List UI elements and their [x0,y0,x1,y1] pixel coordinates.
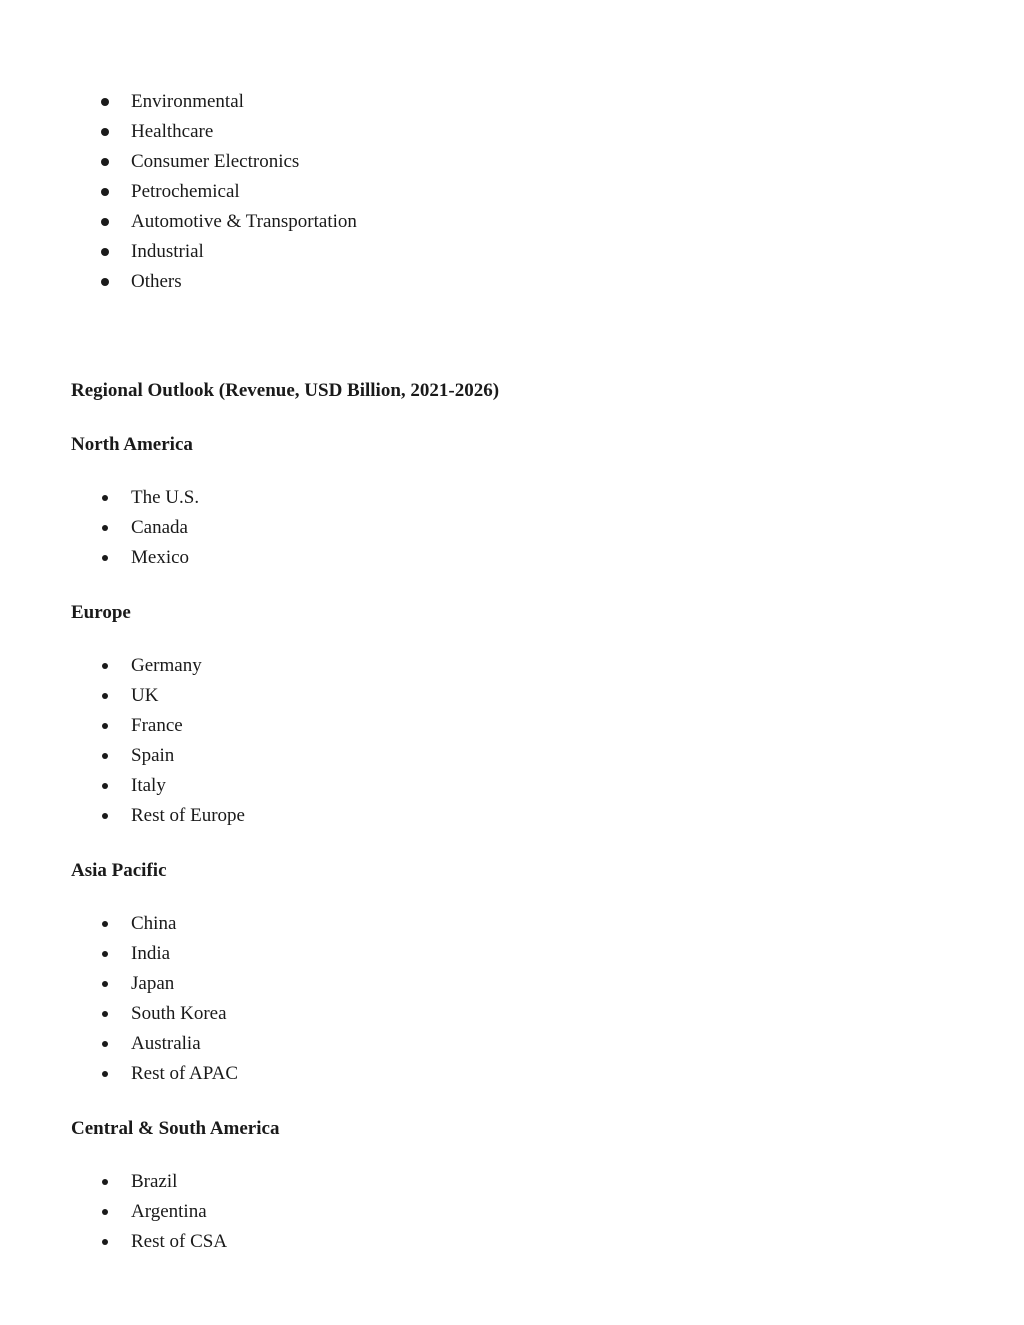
list-item [0,87,357,117]
list-item [0,177,357,207]
list-item [0,711,245,741]
bullet-icon [101,188,109,196]
list-item-label: Rest of CSA [131,1231,228,1252]
bullet-icon [102,495,108,501]
list-item-label: Environmental [131,91,244,112]
list-item [0,969,238,999]
region-heading-north-america: North America [71,434,193,455]
bullet-icon [102,753,108,759]
bullet-icon [102,663,108,669]
list-item-label: India [131,943,171,964]
list-item-label: Healthcare [131,121,214,142]
bullet-icon [101,218,109,226]
bullet-icon [102,921,108,927]
bullet-icon [101,98,109,106]
list-item-label: Italy [131,775,166,796]
region-list-central-south-america [0,1167,227,1257]
list-item-label: The U.S. [131,487,200,508]
list-item-label: France [131,715,183,736]
list-item [0,939,238,969]
bullet-icon [102,693,108,699]
bullet-icon [102,1239,108,1245]
list-item [0,801,245,831]
bullet-icon [102,1041,108,1047]
list-item [0,543,199,573]
bullet-icon [102,783,108,789]
bullet-icon [102,555,108,561]
bullet-icon [102,1071,108,1077]
list-item-label: Mexico [131,547,190,568]
list-item-label: Automotive & Transportation [131,211,357,232]
bullet-icon [102,1011,108,1017]
region-heading-central-south-america: Central & South America [71,1118,280,1139]
list-item-label: Rest of Europe [131,805,245,826]
list-item-label: Canada [131,517,188,538]
list-item [0,681,245,711]
list-item-label: China [131,913,177,934]
list-item-label: Spain [131,745,175,766]
list-item [0,771,245,801]
list-item-label: Brazil [131,1171,178,1192]
list-item [0,651,245,681]
list-item-label: Australia [131,1033,201,1054]
list-item [0,1029,238,1059]
list-item [0,207,357,237]
bullet-icon [101,128,109,136]
bullet-icon [101,248,109,256]
list-item [0,237,357,267]
list-item [0,909,238,939]
bullet-icon [102,1209,108,1215]
list-item-label: Argentina [131,1201,207,1222]
list-item [0,513,199,543]
list-item-label: South Korea [131,1003,227,1024]
list-item [0,1197,227,1227]
list-item [0,1227,227,1257]
region-heading-asia-pacific: Asia Pacific [71,860,167,881]
regional-outlook-heading: Regional Outlook (Revenue, USD Billion, 2021-2026) [71,380,500,401]
list-item [0,267,357,297]
region-list-north-america [0,483,199,573]
region-heading-europe: Europe [71,602,131,623]
bullet-icon [102,1179,108,1185]
bullet-icon [102,813,108,819]
bullet-icon [102,981,108,987]
list-item [0,741,245,771]
list-item-label: Petrochemical [131,181,240,202]
bullet-icon [101,278,109,286]
list-item-label: Others [131,271,182,292]
list-item-label: UK [131,685,159,706]
bullet-icon [102,951,108,957]
list-item [0,483,199,513]
bullet-icon [102,525,108,531]
bullet-icon [101,158,109,166]
list-item-label: Japan [131,973,175,994]
list-item [0,147,357,177]
application-list [0,87,357,297]
bullet-icon [102,723,108,729]
list-item-label: Rest of APAC [131,1063,238,1084]
region-list-asia-pacific [0,909,238,1089]
list-item-label: Germany [131,655,202,676]
list-item [0,1167,227,1197]
list-item [0,117,357,147]
region-list-europe [0,651,245,831]
list-item [0,999,238,1029]
list-item-label: Industrial [131,241,204,262]
list-item [0,1059,238,1089]
list-item-label: Consumer Electronics [131,151,300,172]
